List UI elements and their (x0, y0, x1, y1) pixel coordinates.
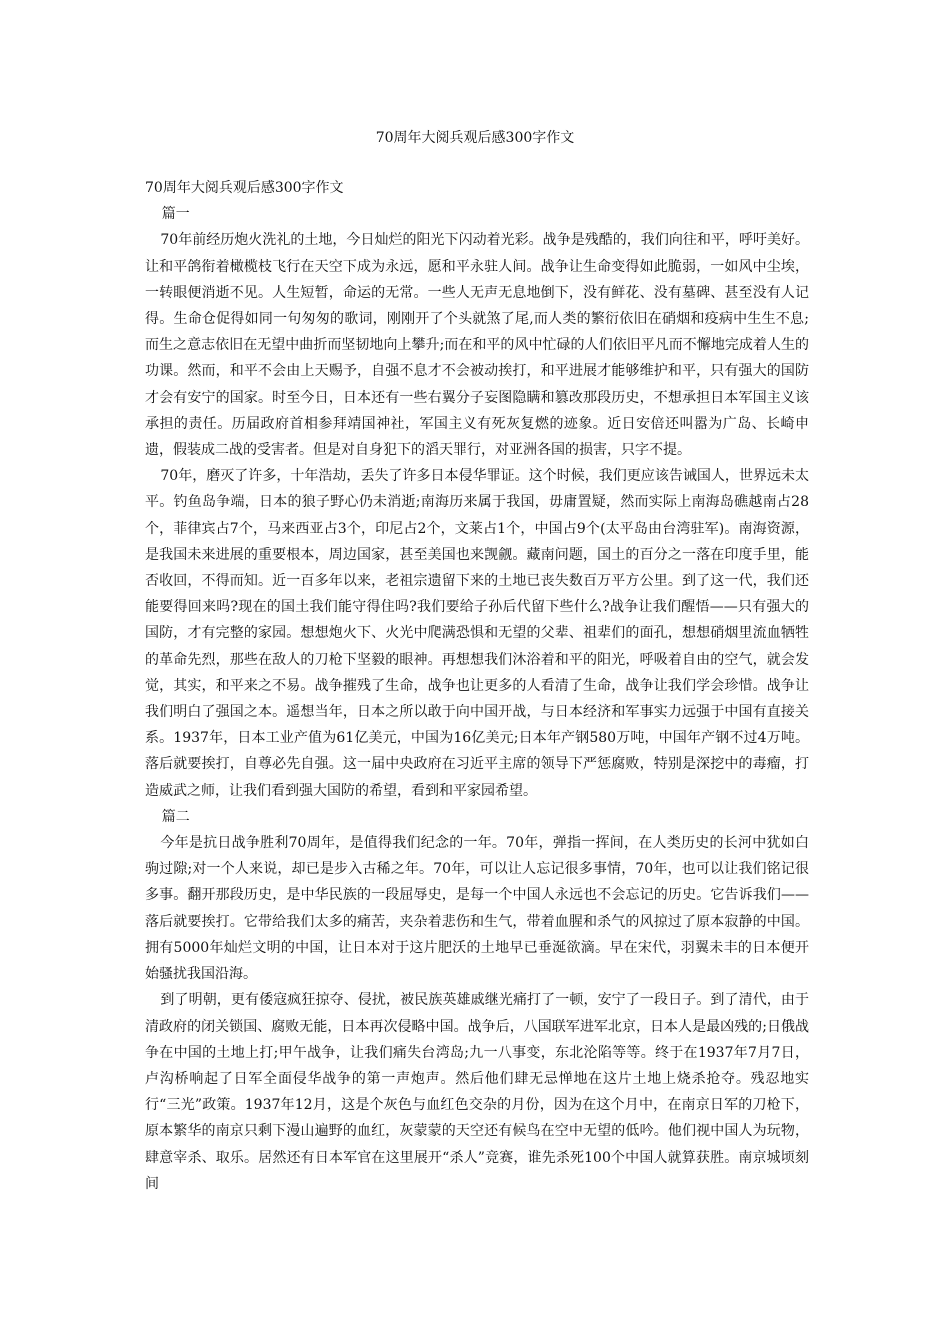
document-body (145, 175, 809, 1197)
document-title: 70周年大阅兵观后感300字作文 (375, 130, 575, 146)
paragraph: 70年，磨灭了许多，十年浩劫，丢失了许多日本侵华罪证。这个时候，我们更应该告诫国人，世界远未太平。钓鱼岛争端，日本的狼子野心仍未消逝;南海历来属于我国，毋庸置疑，然而实际上南海岛礁越南占28个，菲律宾占7个，马来西亚占3个，印尼占2个，文莱占1个，中国占9个(太平岛由台湾驻军)。南海资源，是我国未来进展的重要根本，周边国家，甚至美国也来觊觎。藏南问题，国土的百分之一落在印度手里，能否收回，不得而知。近一百多年以来，老祖宗遗留下来的土地已丧失数百万平方公里。到了这一代，我们还能要得回来吗?现在的国土我们能守得住吗?我们要给子孙后代留下些什么?战争让我们醒悟——只有强大的国防，才有完整的家园。想想炮火下、火光中爬满恐惧和无望的父辈、祖辈们的面孔，想想硝烟里流血牺牲的革命先烈，那些在敌人的刀枪下坚毅的眼神。再想想我们沐浴着和平的阳光，呼吸着自由的空气，就会发觉，其实，和平来之不易。战争摧残了生命，战争也让更多的人看清了生命，战争让我们学会珍惜。战争让我们明白了强国之本。遥想当年，日本之所以敢于向中国开战，与日本经济和军事实力远强于中国有直接关系。1937年，日本工业产值为61亿美元，中国为16亿美元;日本年产钢580万吨，中国年产钢不过4万吨。落后就要挨打，自尊必先自强。这一届中央政府在习近平主席的领导下严惩腐败，特别是深挖中的毒瘤，打造威武之师，让我们看到强大国防的希望，看到和平家园希望。 (145, 468, 809, 799)
paragraph: 到了明朝，更有倭寇疯狂掠夺、侵扰，被民族英雄戚继光痛打了一顿，安宁了一段日子。到了清代，由于清政府的闭关锁国、腐败无能，日本再次侵略中国。战争后，八国联军进军北京，日本人是最凶残的;日俄战争在中国的土地上打;甲午战争，让我们痛失台湾岛;九一八事变，东北沦陷等等。终于在1937年7月7日，卢沟桥响起了日军全面侵华战争的第一声炮声。然后他们肆无忌惮地在这片土地上烧杀抢夺。残忍地实行“三光”政策。1937年12月，这是个灰色与血红色交杂的月份，因为在这个月中，在南京日军的刀枪下，原本繁华的南京只剩下漫山遍野的血红，灰蒙蒙的天空还有候鸟在空中无望的低吟。他们视中国人为玩物，肆意宰杀、取乐。居然还有日本军官在这里展开“杀人”竞赛，谁先杀死100个中国人就算获胜。南京城顷刻间 (145, 992, 809, 1192)
paragraph: 70年前经历炮火洗礼的土地，今日灿烂的阳光下闪动着光彩。战争是残酷的，我们向往和平，呼吁美好。让和平鸽衔着橄榄枝飞行在天空下成为永远，愿和平永驻人间。战争让生命变得如此脆弱，一如风中尘埃，一转眼便消逝不见。人生短暂，命运的无常。一些人无声无息地倒下，没有鲜花、没有墓碑、甚至没有人记得。生命仓促得如同一句匆匆的歌词，刚刚开了个头就煞了尾,而人类的繁衍依旧在硝烟和疫病中生生不息;而生之意志依旧在无望中曲折而坚韧地向上攀升;而在和平的风中忙碌的人们依旧平凡而不懈地完成着人生的功课。然而，和平不会由上天赐予，自强不息才不会被动挨打，和平进展才能够维护和平，只有强大的国防才会有安宁的国家。时至今日，日本还有一些右翼分子妄图隐瞒和篡改那段历史，不想承担日本军国主义该承担的责任。历届政府首相参拜靖国神社，军国主义有死灰复燃的迹象。近日安倍还叫嚣为广岛、长崎申遗，假装成二战的受害者。但是对自身犯下的滔天罪行，对亚洲各国的损害，只字不提。 (145, 232, 809, 459)
section-heading: 篇二 (161, 808, 190, 825)
document-subtitle: 70周年大阅兵观后感300字作文 (145, 180, 344, 196)
section-heading: 篇一 (161, 206, 190, 223)
paragraph: 今年是抗日战争胜利70周年，是值得我们纪念的一年。70年，弹指一挥间，在人类历史的长河中犹如白驹过隙;对一个人来说，却已是步入古稀之年。70年，可以让人忘记很多事情，70年，也可以让我们铭记很多事。翻开那段历史，是中华民族的一段屈辱史，是每一个中国人永远也不会忘记的历史。它告诉我们——落后就要挨打。它带给我们太多的痛苦，夹杂着悲伤和生气，带着血腥和杀气的风掠过了原本寂静的中国。拥有5000年灿烂文明的中国，让日本对于这片肥沃的土地早已垂涎欲滴。早在宋代，羽翼未丰的日本便开始骚扰我国沿海。 (145, 835, 809, 983)
